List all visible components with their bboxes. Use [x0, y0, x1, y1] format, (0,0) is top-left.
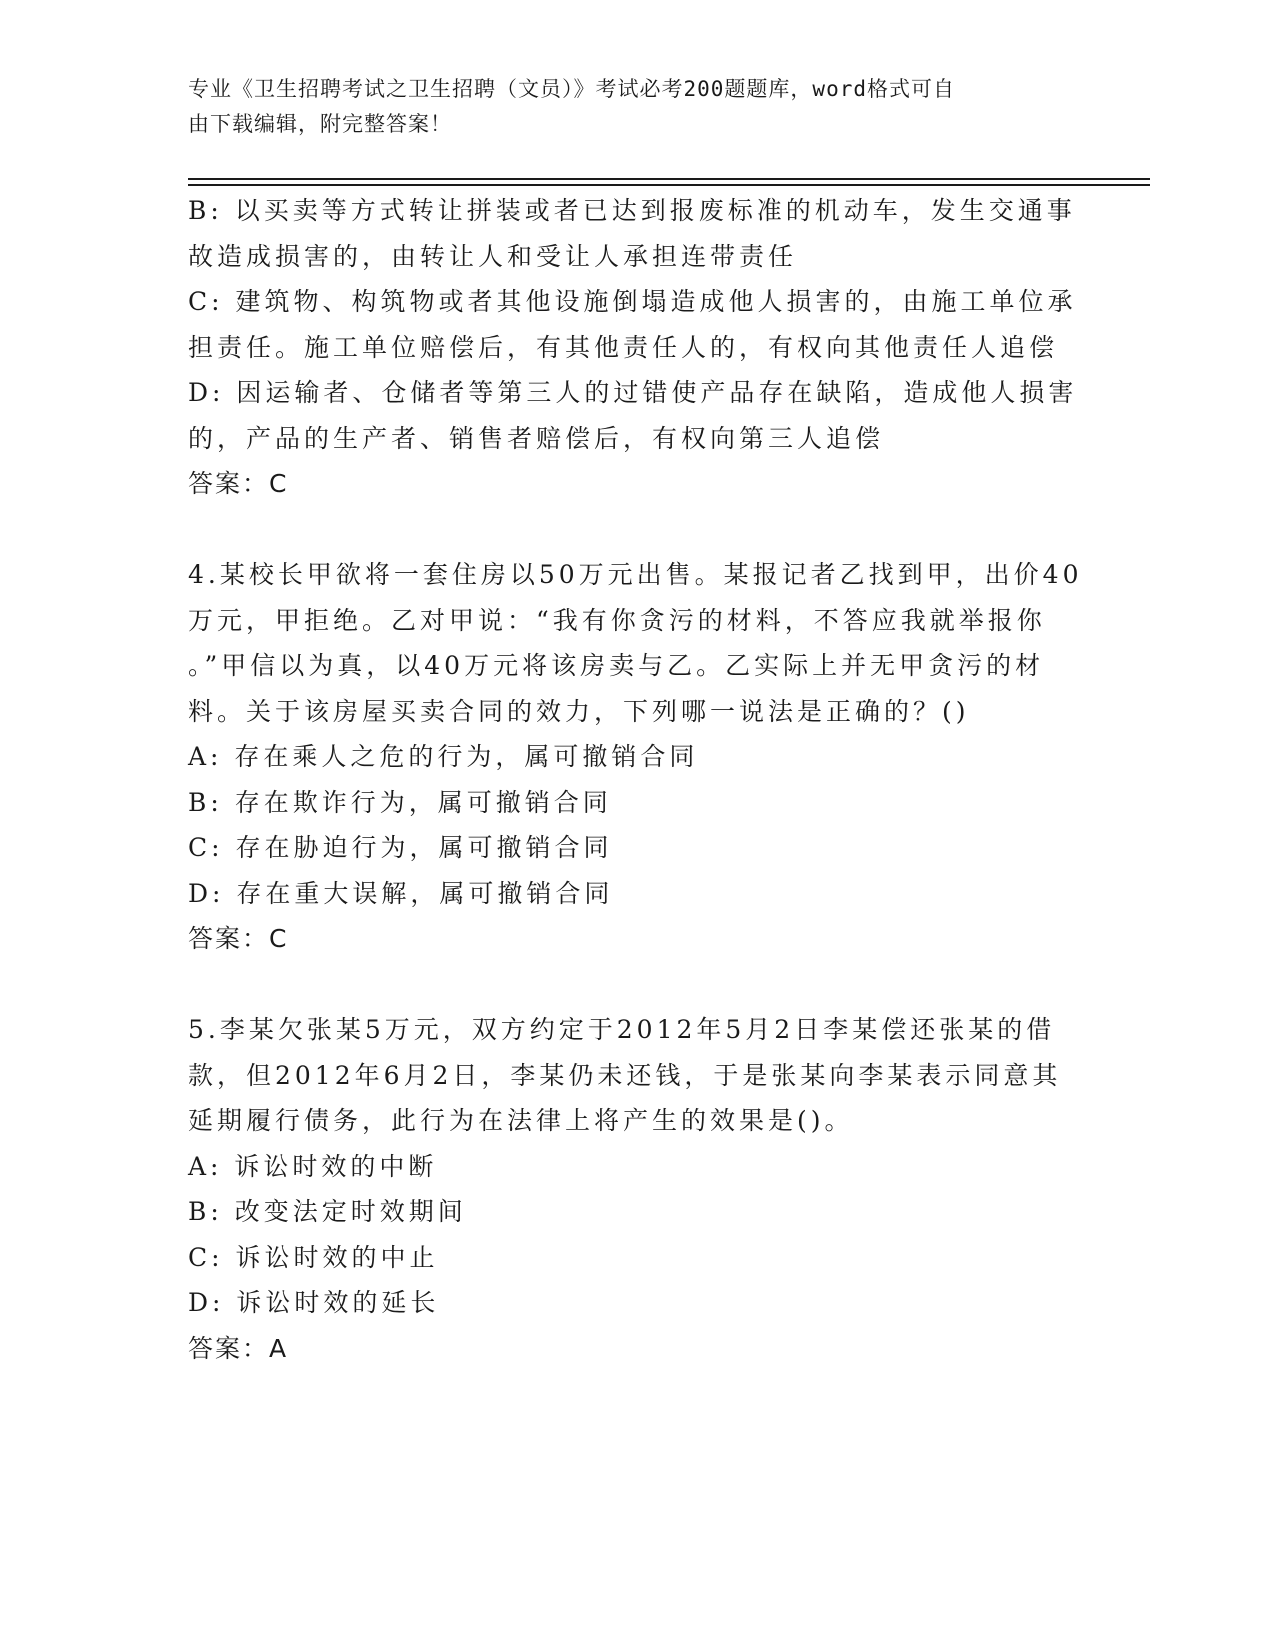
header-divider-bottom: [188, 184, 1150, 186]
q3-option-d-line-2: 的，产品的生产者、销售者赔偿后，有权向第三人追偿: [188, 423, 885, 453]
q3-option-d-line-1: D: 因运输者、仓储者等第三人的过错使产品存在缺陷，造成他人损害: [188, 378, 1078, 407]
document-header: [188, 72, 1068, 142]
q4-option-b: B: 存在欺诈行为，属可撤销合同: [188, 787, 612, 817]
q4-option-d: D: 存在重大误解，属可撤销合同: [188, 878, 614, 908]
q4-stem-line-1: 4.某校长甲欲将一套住房以50万元出售。某报记者乙找到甲，出价40: [188, 560, 1083, 589]
q5-option-c: C: 诉讼时效的中止: [188, 1242, 439, 1272]
q5-option-b: B: 改变法定时效期间: [188, 1197, 467, 1226]
q3-option-c-line-2: 担责任。施工单位赔偿后，有其他责任人的，有权向其他责任人追偿: [188, 332, 1059, 362]
spacer: [188, 507, 1088, 553]
q3-option-c-line-1: C: 建筑物、构筑物或者其他设施倒塌造成他人损害的，由施工单位承: [188, 287, 1077, 316]
q5-stem-line-1: 5.李某欠张某5万元，双方约定于2012年5月2日李某偿还张某的借: [188, 1015, 1056, 1044]
question-4-block: [188, 552, 1088, 962]
document-body: [188, 188, 1088, 1371]
q4-option-a: A: 存在乘人之危的行为，属可撤销合同: [188, 742, 699, 771]
header-divider-top: [188, 178, 1150, 180]
q4-stem-line-2: 万元，甲拒绝。乙对甲说：“我有你贪污的材料，不答应我就举报你: [188, 605, 1046, 635]
header-title-line-2: 由下载编辑，附完整答案！: [188, 112, 452, 136]
q5-answer: 答案：A: [188, 1333, 289, 1363]
question-5-block: [188, 1007, 1088, 1371]
q4-option-c: C: 存在胁迫行为，属可撤销合同: [188, 833, 613, 862]
q5-stem-line-2: 款，但2012年6月2日，李某仍未还钱，于是张某向李某表示同意其: [188, 1060, 1062, 1090]
q5-option-d: D: 诉讼时效的延长: [188, 1288, 440, 1317]
spacer: [188, 962, 1088, 1008]
q5-stem-line-3: 延期履行债务，此行为在法律上将产生的效果是()。: [188, 1106, 854, 1135]
question-3-block: [188, 188, 1088, 507]
q3-option-b-line-1: B: 以买卖等方式转让拼装或者已达到报废标准的机动车，发生交通事: [188, 196, 1076, 225]
q5-option-a: A: 诉讼时效的中断: [188, 1151, 438, 1181]
q4-stem-line-3: 。”甲信以为真，以40万元将该房卖与乙。乙实际上并无甲贪污的材: [188, 651, 1045, 680]
q3-option-b-line-2: 故造成损害的，由转让人和受让人承担连带责任: [188, 241, 798, 271]
q4-answer: 答案：C: [188, 924, 289, 953]
q3-answer: 答案：C: [188, 469, 289, 498]
q4-stem-line-4: 料。关于该房屋买卖合同的效力，下列哪一说法是正确的？(): [188, 696, 970, 726]
header-title-line-1: 专业《卫生招聘考试之卫生招聘（文员）》考试必考200题题库，word格式可自: [188, 77, 955, 101]
